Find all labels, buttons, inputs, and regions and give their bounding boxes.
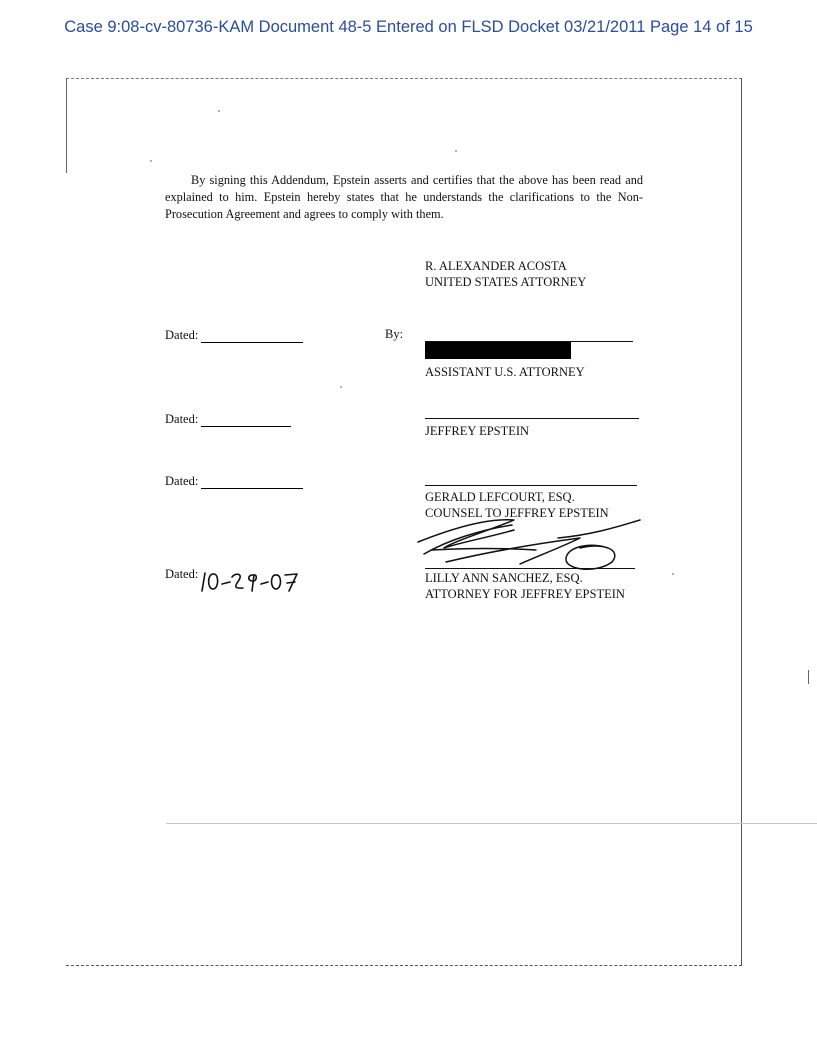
scan-speck bbox=[455, 150, 457, 152]
dated-label: Dated: bbox=[165, 567, 199, 581]
epstein-signature-line bbox=[425, 418, 639, 419]
edge-mark bbox=[808, 670, 815, 684]
addendum-paragraph: By signing this Addendum, Epstein asserts and certifies that the above has been read and explained to him. Epstein hereby states that he understands the clarifications to the Non-Prosecution Agreement and agrees to comply with them. bbox=[165, 173, 643, 221]
page-frame-right bbox=[741, 78, 742, 966]
redaction-bar bbox=[425, 342, 571, 359]
dated-blank bbox=[201, 476, 303, 489]
dated-blank bbox=[201, 330, 303, 343]
sanchez-title: ATTORNEY FOR JEFFREY EPSTEIN bbox=[425, 587, 625, 601]
dated-label: Dated: bbox=[165, 412, 199, 426]
dated-blank bbox=[201, 414, 291, 427]
page-frame-left bbox=[66, 78, 67, 173]
divider-line bbox=[166, 823, 817, 824]
handwritten-date bbox=[199, 569, 299, 593]
scan-speck bbox=[340, 386, 342, 388]
us-attorney-block bbox=[425, 258, 586, 290]
by-label: By: bbox=[385, 327, 404, 341]
page-frame-top bbox=[66, 78, 742, 79]
sanchez-name: LILLY ANN SANCHEZ, ESQ. bbox=[425, 571, 583, 585]
dated-label: Dated: bbox=[165, 328, 199, 342]
dated-field-3 bbox=[165, 474, 303, 489]
scan-speck bbox=[150, 160, 152, 162]
assistant-title: ASSISTANT U.S. ATTORNEY bbox=[425, 365, 585, 379]
sanchez-signature-line bbox=[425, 568, 635, 569]
epstein-name: JEFFREY EPSTEIN bbox=[425, 424, 530, 438]
lefcourt-name: GERALD LEFCOURT, ESQ. bbox=[425, 490, 575, 504]
us-attorney-title: UNITED STATES ATTORNEY bbox=[425, 275, 587, 289]
dated-label: Dated: bbox=[165, 474, 199, 488]
dated-field-2 bbox=[165, 412, 291, 427]
lefcourt-signature-line bbox=[425, 485, 637, 486]
scan-speck bbox=[672, 573, 674, 575]
scan-speck bbox=[218, 110, 220, 112]
us-attorney-name: R. ALEXANDER ACOSTA bbox=[425, 259, 567, 273]
case-header: Case 9:08-cv-80736-KAM Document 48-5 Entered on FLSD Docket 03/21/2011 Page 14 of 15 bbox=[64, 18, 753, 36]
page-frame-bottom bbox=[66, 965, 742, 966]
dated-field-1 bbox=[165, 328, 303, 343]
lefcourt-title: COUNSEL TO JEFFREY EPSTEIN bbox=[425, 506, 609, 520]
dated-field-4 bbox=[165, 567, 198, 582]
sanchez-block bbox=[425, 570, 625, 602]
